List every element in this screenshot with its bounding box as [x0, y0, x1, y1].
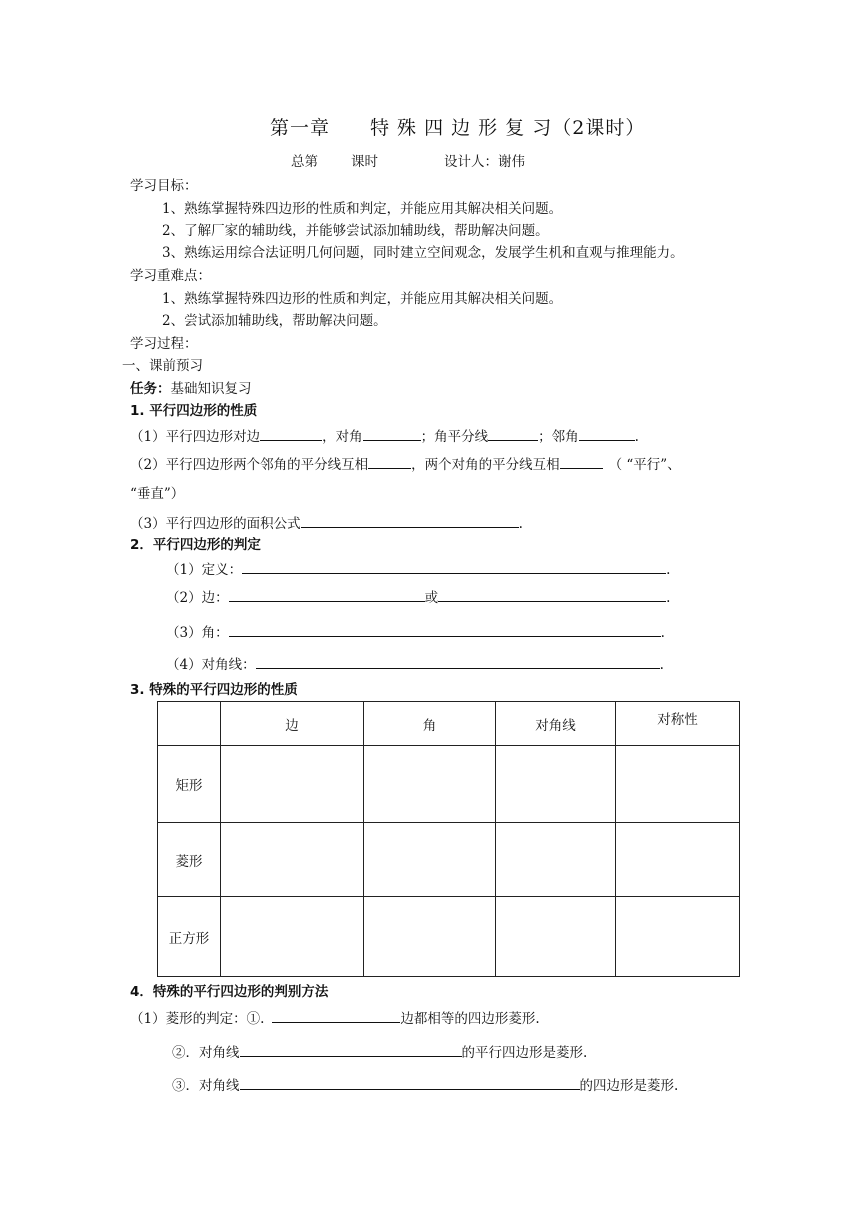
- p2-text: .: [666, 562, 671, 578]
- row-label: 矩形: [158, 746, 221, 823]
- goal-item: 1、熟练掌握特殊四边形的性质和判定，并能应用其解决相关问题。: [162, 201, 563, 217]
- rhombus-line2: [172, 1043, 587, 1061]
- designer: 设计人：谢伟: [444, 154, 525, 170]
- part3-heading: 3. 特殊的平行四边形的性质: [130, 682, 298, 698]
- p2-text: 或: [424, 590, 439, 606]
- table-header-cell: 边: [221, 702, 364, 746]
- table-cell[interactable]: [364, 823, 496, 897]
- row-label: 正方形: [158, 897, 221, 977]
- table-header-row: [158, 702, 740, 746]
- table-cell[interactable]: [616, 746, 740, 823]
- fill-blank[interactable]: [256, 655, 660, 669]
- part1-line2: [130, 455, 681, 473]
- task-line: [130, 381, 252, 397]
- fill-blank[interactable]: [272, 1009, 400, 1023]
- p1-text: （3）平行四边形的面积公式: [130, 516, 301, 532]
- table-cell[interactable]: [221, 823, 364, 897]
- p1-text: ；邻角: [538, 429, 579, 445]
- table-row: [158, 746, 740, 823]
- part1-heading: 1. 平行四边形的性质: [130, 403, 258, 419]
- p1-text: .: [634, 429, 639, 445]
- p4-text: （1）菱形的判定：①.: [130, 1011, 265, 1027]
- p4-text: 边都相等的四边形菱形.: [400, 1011, 540, 1027]
- table-header-cell: [158, 702, 221, 746]
- p1-text: ，对角: [322, 429, 363, 445]
- table-row: [158, 897, 740, 977]
- p2-text: （2）边：: [166, 590, 229, 606]
- part1-line2-cont: “垂直”）: [130, 486, 185, 502]
- subtitle-lesson: 课时: [351, 154, 378, 170]
- fill-blank[interactable]: [260, 427, 322, 441]
- fill-blank[interactable]: [368, 455, 411, 469]
- fill-blank[interactable]: [560, 455, 603, 469]
- goal-item: 3、熟练运用综合法证明几何问题，同时建立空间观念，发展学生机和直观与推理能力。: [162, 245, 684, 261]
- process-heading: 学习过程：: [130, 336, 198, 352]
- p2-text: .: [660, 625, 665, 641]
- p4-text: ②．对角线: [172, 1045, 240, 1061]
- task-label: 任务：: [130, 381, 171, 397]
- p2-text: （3）角：: [166, 625, 229, 641]
- p2-text: （1）定义：: [166, 562, 243, 578]
- part1-line3: [130, 514, 523, 532]
- fill-blank[interactable]: [579, 427, 635, 441]
- p4-text: 的平行四边形是菱形.: [461, 1045, 588, 1061]
- page-title: 第一章 特 殊 四 边 形 复 习（2课时）: [270, 117, 646, 139]
- fill-blank[interactable]: [301, 514, 519, 528]
- p1-text: .: [518, 516, 523, 532]
- p2-text: .: [659, 657, 664, 673]
- key-point-item: 1、熟练掌握特殊四边形的性质和判定，并能应用其解决相关问题。: [162, 291, 563, 307]
- properties-table: [157, 701, 740, 977]
- part1-line1: [130, 427, 639, 445]
- fill-blank[interactable]: [488, 427, 538, 441]
- section-preview: 一、课前预习: [122, 358, 203, 374]
- table-cell[interactable]: [496, 746, 616, 823]
- part2-angle: [166, 623, 665, 641]
- p4-text: ③．对角线: [172, 1078, 240, 1094]
- rhombus-line1: [130, 1009, 540, 1027]
- row-label: 菱形: [158, 823, 221, 897]
- table-cell[interactable]: [496, 823, 616, 897]
- subtitle-total: 总第: [291, 154, 318, 170]
- fill-blank[interactable]: [240, 1043, 462, 1057]
- part2-diag: [166, 655, 664, 673]
- table-header-cell: 对角线: [496, 702, 616, 746]
- part4-heading: 4．特殊的平行四边形的判别方法: [130, 984, 329, 1000]
- table-cell[interactable]: [364, 897, 496, 977]
- fill-blank[interactable]: [229, 588, 425, 602]
- part2-def: [166, 560, 670, 578]
- table-cell[interactable]: [364, 746, 496, 823]
- table-cell[interactable]: [221, 746, 364, 823]
- p2-text: .: [666, 590, 671, 606]
- fill-blank[interactable]: [240, 1076, 580, 1090]
- part2-heading: 2．平行四边形的判定: [130, 537, 261, 553]
- fill-blank[interactable]: [229, 623, 661, 637]
- key-points-heading: 学习重难点：: [130, 268, 211, 284]
- part2-side: [166, 588, 670, 606]
- p1-text: （2）平行四边形两个邻角的平分线互相: [130, 457, 369, 473]
- table-row: [158, 823, 740, 897]
- p4-text: 的四边形是菱形.: [579, 1078, 679, 1094]
- fill-blank[interactable]: [242, 560, 666, 574]
- table-header-cell: 角: [364, 702, 496, 746]
- table-cell[interactable]: [496, 897, 616, 977]
- goal-item: 2、了解厂家的辅助线，并能够尝试添加辅助线，帮助解决问题。: [162, 223, 549, 239]
- fill-blank[interactable]: [363, 427, 421, 441]
- p1-text: ；角平分线: [420, 429, 489, 445]
- table-cell[interactable]: [616, 823, 740, 897]
- task-text: 基础知识复习: [170, 381, 252, 397]
- goals-heading: 学习目标：: [130, 178, 198, 194]
- table-cell[interactable]: [221, 897, 364, 977]
- rhombus-line3: [172, 1076, 678, 1094]
- fill-blank[interactable]: [438, 588, 666, 602]
- key-point-item: 2、尝试添加辅助线，帮助解决问题。: [162, 313, 387, 329]
- p1-text: （1）平行四边形对边: [130, 429, 261, 445]
- table-cell[interactable]: [616, 897, 740, 977]
- p1-text: （ “平行”、: [608, 457, 681, 473]
- p2-text: （4）对角线：: [166, 657, 256, 673]
- table-header-cell: 对称性: [616, 702, 740, 746]
- p1-text: ，两个对角的平分线互相: [411, 457, 560, 473]
